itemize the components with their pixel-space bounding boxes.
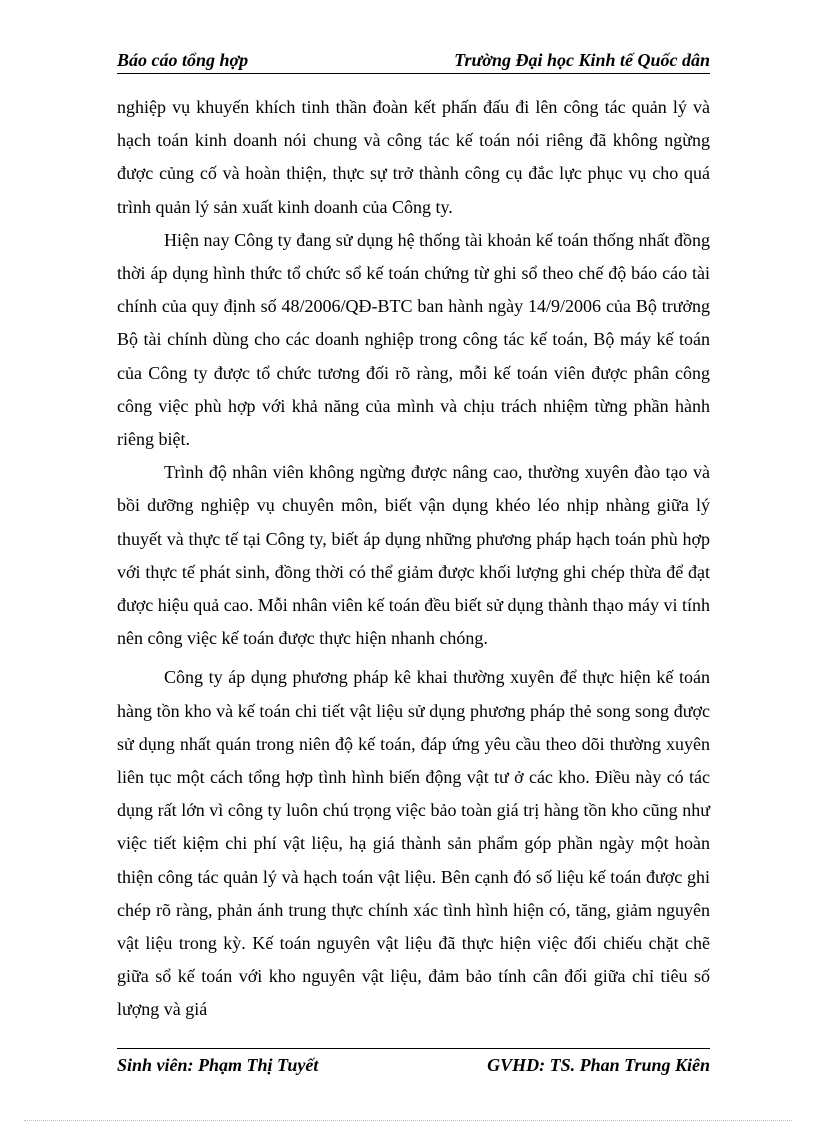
footer-advisor: GVHD: TS. Phan Trung Kiên — [487, 1055, 710, 1075]
paragraph-2: Hiện nay Công ty đang sử dụng hệ thống tài khoản kế toán thống nhất đồng thời áp dụng hình thức tổ chức sổ kế toán chứng từ ghi sổ theo chế độ báo cáo tài chính của quy định số 48/2006/QĐ-BTC ban hành ngày 14/9/2006 của Bộ trưởng Bộ tài chính dùng cho các doanh nghiệp trong công tác kế toán, Bộ máy kế toán của Công ty được tổ chức tương đối rõ ràng, mỗi kế toán viên được phân công công việc phù hợp với khả năng của mình và chịu trách nhiệm từng phần hành riêng biệt. — [117, 229, 710, 450]
footer-student: Sinh viên: Phạm Thị Tuyết — [117, 1055, 319, 1075]
page-header — [117, 48, 710, 74]
body-text — [117, 91, 710, 1027]
paragraph-1: nghiệp vụ khuyến khích tinh thần đoàn kết phấn đấu đi lên công tác quản lý và hạch toán kinh doanh nói chung và công tác kế toán nói riêng đã không ngừng được củng cố và hoàn thiện, thực sự trở thành công cụ đắc lực phục vụ cho quá trình quản lý sản xuất kinh doanh của Công ty. — [117, 97, 710, 217]
header-report-title: Báo cáo tổng hợp — [117, 50, 249, 70]
header-university: Trường Đại học Kinh tế Quốc dân — [454, 50, 710, 70]
paragraph-4: Công ty áp dụng phương pháp kê khai thường xuyên để thực hiện kế toán hàng tồn kho và kế toán chi tiết vật liệu sử dụng phương pháp thẻ song song được sử dụng nhất quán trong niên độ kế toán, đáp ứng yêu cầu theo dõi thường xuyên liên tục một cách tổng hợp tình hình biến động vật tư ở các kho. Điều này có tác dụng rất lớn vì công ty luôn chú trọng việc bảo toàn giá trị hàng tồn kho cũng như việc tiết kiệm chi phí vật liệu, hạ giá thành sản phẩm góp phần ngày một hoàn thiện công tác quản lý và hạch toán vật liệu. Bên cạnh đó số liệu kế toán được ghi chép rõ ràng, phản ánh trung thực chính xác tình hình hiện có, tăng, giảm nguyên vật liệu trong kỳ. Kế toán nguyên vật liệu đã thực hiện việc đối chiếu chặt chẽ giữa sổ kế toán với kho nguyên vật liệu, đảm bảo tính cân đối giữa chỉ tiêu số lượng và giá — [117, 667, 710, 1020]
page-footer — [117, 1048, 710, 1076]
page-edge-divider — [24, 1120, 792, 1121]
paragraph-3: Trình độ nhân viên không ngừng được nâng cao, thường xuyên đào tạo và bồi dưỡng nghiệp vụ chuyên môn, biết vận dụng khéo léo nhịp nhàng giữa lý thuyết và thực tế tại Công ty, biết áp dụng những phương pháp hạch toán phù hợp với thực tế phát sinh, đồng thời có thể giảm được khối lượng ghi chép thừa để đạt được hiệu quả cao. Mỗi nhân viên kế toán đều biết sử dụng thành thạo máy vi tính nên công việc kế toán được thực hiện nhanh chóng. — [117, 462, 710, 649]
